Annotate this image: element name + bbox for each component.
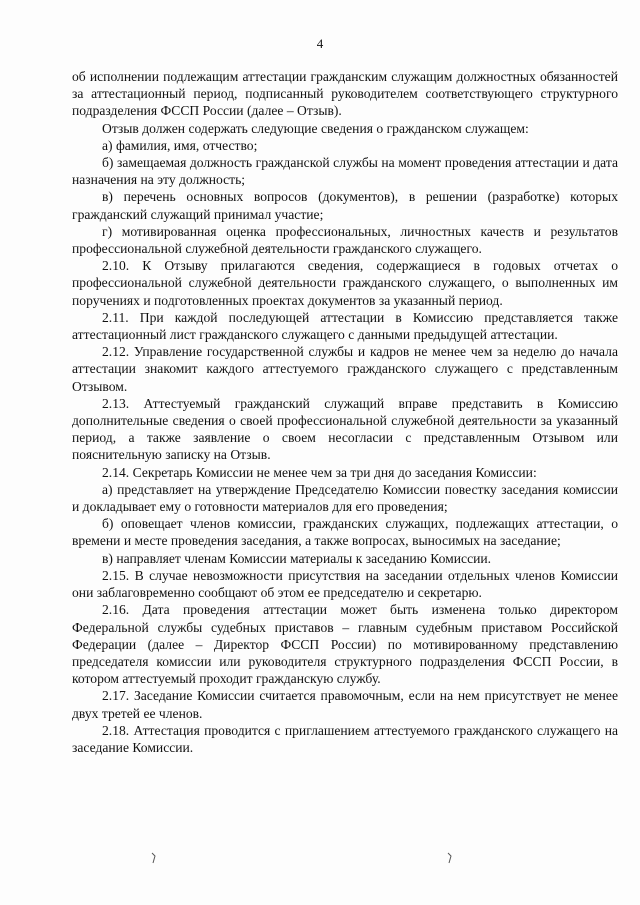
- paragraph-review-contents: Отзыв должен содержать следующие сведения о гражданском служащем:: [102, 120, 529, 136]
- scan-artifact-mark: [446, 852, 454, 867]
- paragraph-2-18: 2.18. Аттестация проводится с приглашением аттестуемого гражданского служащего на заседание Комиссии.: [72, 722, 618, 755]
- list-item-a: а) фамилия, имя, отчество;: [102, 137, 258, 153]
- list-item-2-14-a: а) представляет на утверждение Председателю Комиссии повестку заседания комиссии и докладывает ему о готовности материалов для его проведения;: [72, 481, 618, 515]
- paragraph-2-15: 2.15. В случае невозможности присутствия на заседании отдельных членов Комиссии они заблаговременно сообщают об этом ее председателю и секретарю.: [72, 567, 618, 601]
- list-item-2-14-v: в) направляет членам Комиссии материалы к заседанию Комиссии.: [102, 550, 492, 566]
- paragraph-2-12: 2.12. Управление государственной службы и кадров не менее чем за неделю до начала аттестации знакомит каждого аттестуемого гражданского служащего с представленным Отзывом.: [72, 344, 618, 394]
- paragraph-2-14: 2.14. Секретарь Комиссии не менее чем за три дня до заседания Комиссии:: [102, 464, 537, 480]
- paragraph-2-11: 2.11. При каждой последующей аттестации в Комиссию представляется также аттестационный лист гражданского служащего с данными предыдущей аттестации.: [72, 309, 618, 343]
- list-item-b: б) замещаемая должность гражданской службы на момент проведения аттестации и дата назначения на эту должность;: [72, 155, 618, 188]
- paragraph-2-10: 2.10. К Отзыву прилагаются сведения, содержащиеся в годовых отчетах о профессиональной служебной деятельности гражданского служащего, о выполненных им поручениях и подготовленных проектах документов за указанный период.: [72, 258, 618, 308]
- document-body: [72, 68, 618, 756]
- list-item-g: г) мотивированная оценка профессиональных, личностных качеств и результатов профессиональной служебной деятельности гражданского служащего.: [72, 223, 618, 257]
- scan-artifact-mark: [150, 852, 158, 867]
- paragraph-2-13: 2.13. Аттестуемый гражданский служащий вправе представить в Комиссию дополнительные сведения о своей профессиональной служебной деятельности за указанный период, а также заявление о своем несогласии с представленным Отзывом или пояснительную записку на Отзыв.: [72, 395, 618, 463]
- paragraph-continuation: об исполнении подлежащим аттестации гражданским служащим должностных обязанностей за аттестационный период, подписанный руководителем соответствующего структурного подразделения ФССП России (далее – Отзыв).: [72, 69, 618, 119]
- paragraph-2-16: 2.16. Дата проведения аттестации может быть изменена только директором Федеральной службы судебных приставов – главным судебным приставом Российской Федерации (далее – Директор ФССП России) по мотивированному представлению председателя комиссии или руководителя структурного подразделения ФССП России, в котором аттестуемый проходит гражданскую службу.: [72, 602, 618, 687]
- paragraph-2-17: 2.17. Заседание Комиссии считается правомочным, если на нем присутствует не менее двух третей ее членов.: [72, 688, 618, 721]
- list-item-2-14-b: б) оповещает членов комиссии, гражданских служащих, подлежащих аттестации, о времени и месте проведения заседания, а также вопросах, выносимых на заседание;: [72, 516, 618, 549]
- page-number: 4: [316, 36, 324, 51]
- list-item-v: в) перечень основных вопросов (документов), в решении (разработке) которых гражданский служащий принимал участие;: [72, 189, 618, 222]
